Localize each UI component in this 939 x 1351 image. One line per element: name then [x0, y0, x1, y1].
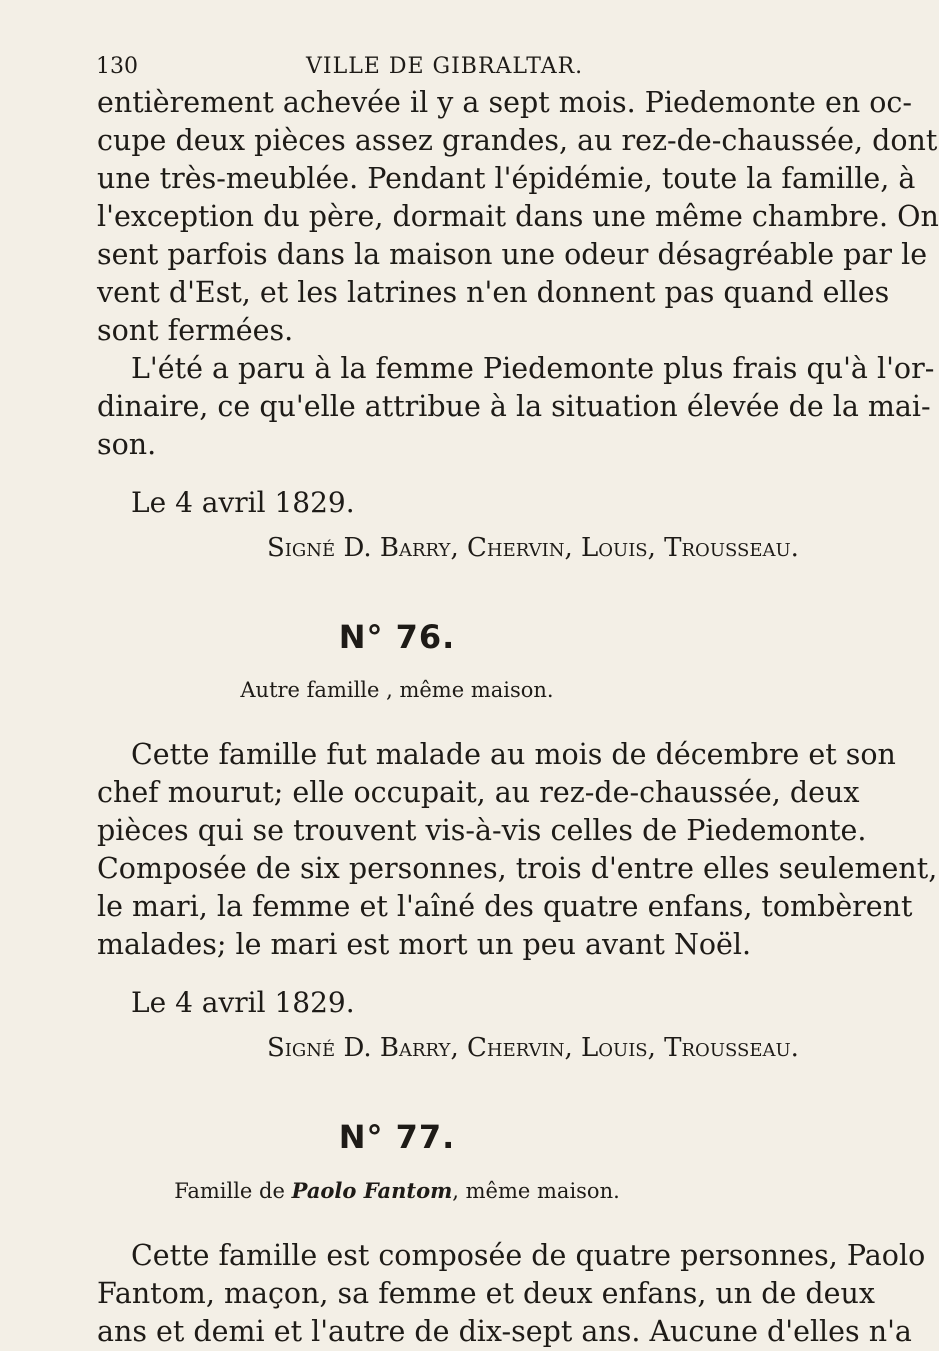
text-line: malades; le mari est mort un peu avant Noël.: [97, 928, 752, 961]
running-title: VILLE DE GIBRALTAR.: [306, 54, 584, 79]
subheading-suffix: , même maison.: [452, 1179, 620, 1203]
entry-subheading: [97, 1178, 697, 1203]
paragraph: [97, 84, 939, 350]
entry-subheading: Autre famille , même maison.: [240, 678, 554, 702]
page-number: 130: [96, 54, 138, 79]
text-line: vent d'Est, et les latrines n'en donnent pas quand elles: [97, 276, 890, 309]
text-line: dinaire, ce qu'elle attribue à la situation élevée de la mai-: [97, 390, 931, 423]
text-line: pièces qui se trouvent vis-à-vis celles de Piedemonte.: [97, 814, 867, 847]
page-body: [97, 84, 939, 1351]
text-line: Cette famille est composée de quatre personnes, Paolo: [131, 1239, 926, 1272]
paragraph: [97, 350, 935, 464]
page-header: [96, 54, 716, 88]
text-line: Composée de six personnes, trois d'entre elles seulement,: [97, 852, 938, 885]
text-line: Cette famille fut malade au mois de décembre et son: [131, 738, 896, 771]
text-line: cupe deux pièces assez grandes, au rez-de-chaussée, dont: [97, 124, 938, 157]
text-line: ans et demi et l'autre de dix-sept ans. Aucune d'elles n'a: [97, 1315, 912, 1348]
text-line: le mari, la femme et l'aîné des quatre enfans, tombèrent: [97, 890, 913, 923]
signature-line: Signé D. Barry, Chervin, Louis, Trousseau.: [267, 533, 799, 563]
paragraph: [97, 736, 938, 964]
subheading-prefix: Famille de: [174, 1179, 292, 1203]
text-line: sent parfois dans la maison une odeur désagréable par le: [97, 238, 928, 271]
text-line: L'été a paru à la femme Piedemonte plus frais qu'à l'or-: [131, 352, 935, 385]
text-line: Fantom, maçon, sa femme et deux enfans, un de deux: [97, 1277, 875, 1310]
text-line: son.: [97, 428, 157, 461]
text-line: entièrement achevée il y a sept mois. Piedemonte en oc-: [97, 86, 912, 119]
subheading-name: Paolo Fantom: [291, 1178, 453, 1203]
date-line: Le 4 avril 1829.: [131, 486, 355, 519]
signature-line: Signé D. Barry, Chervin, Louis, Trousseau.: [267, 1033, 799, 1063]
text-line: une très-meublée. Pendant l'épidémie, toute la famille, à: [97, 162, 916, 195]
entry-heading: N° 76.: [338, 618, 456, 656]
entry-heading: N° 77.: [338, 1118, 456, 1156]
text-line: chef mourut; elle occupait, au rez-de-chaussée, deux: [97, 776, 860, 809]
paragraph: [97, 1237, 926, 1351]
text-line: sont fermées.: [97, 314, 294, 347]
date-line: Le 4 avril 1829.: [131, 986, 355, 1019]
text-line: l'exception du père, dormait dans une même chambre. On: [97, 200, 939, 233]
